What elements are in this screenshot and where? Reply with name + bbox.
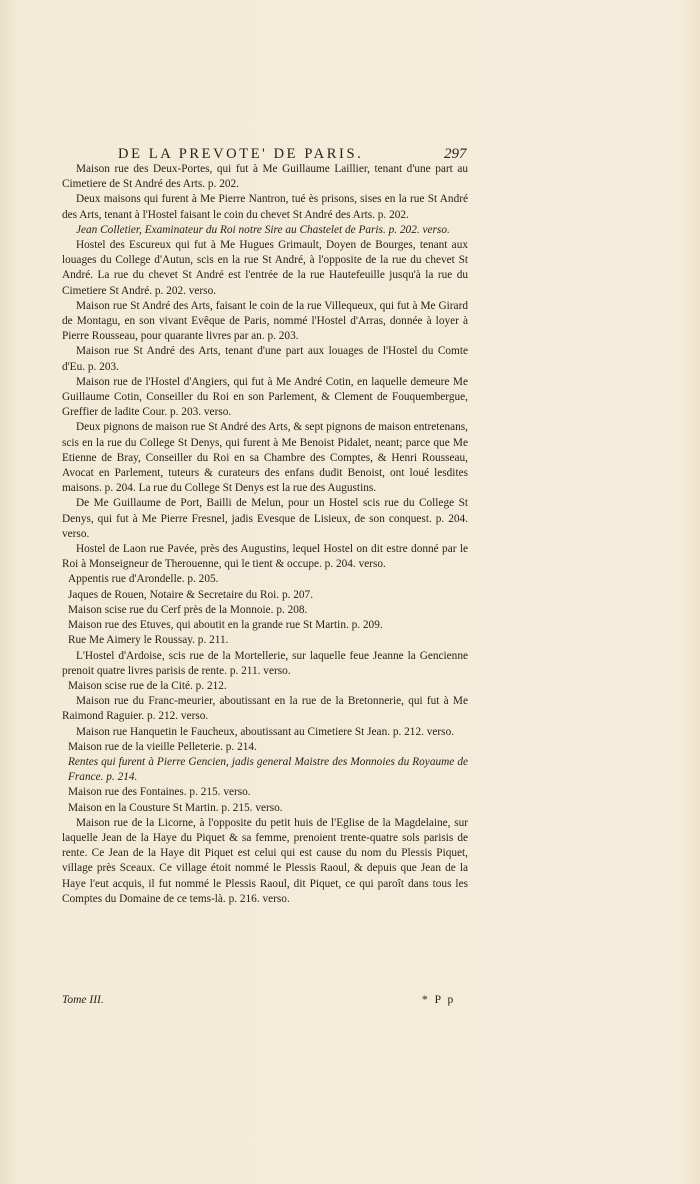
entry: Maison en la Cousture St Martin. p. 215. verso. [68, 801, 283, 814]
entry: Jaques de Rouen, Notaire & Secretaire du Roi. p. 207. [68, 588, 314, 601]
entry: Maison rue de la Licorne, à l'opposite du petit huis de l'Eglise de la Magdelaine, sur laquelle Jean de la Haye du Piquet & sa femme, prenoient trente-quatre sols parisis de rente. Ce Jean de la Haye dit Piquet est celui qui est cause du nom du Plessis Piquet, village près Sceaux. Ce village étoit nommé le Plessis Raoul, & depuis que Jean de la Haye l'eut acquis, il fut nommé le Plessis Raoul, dit Piquet, ce qui paroît dans tous les Comptes du Domaine de ce tems-là. p. 216. verso. [62, 816, 468, 905]
entry: Maison rue St André des Arts, tenant d'une part aux louages de l'Hostel du Comte d'Eu. p. 203. [62, 345, 468, 373]
entry: Deux pignons de maison rue St André des Arts, & sept pignons de maison entretenans, scis en la rue du College St Denys, qui furent à Me Benoist Pidalet, neant; parce que Me Etienne de Bray, Conseiller du Roi en sa Chambre des Comptes, & Henri Rousseau, Avocat en Parlement, tuteurs & curateurs des enfans dudit Benoist, ont loué lesdites maisons. p. 204. La rue du College St Denys est la rue des Augustins. [62, 421, 468, 495]
entry: Deux maisons qui furent à Me Pierre Nantron, tué ès prisons, sises en la rue St André des Arts, tenant à l'Hostel faisant le coin du chevet St André des Arts. p. 202. [62, 193, 468, 221]
entry: Maison rue des Etuves, qui aboutit en la grande rue St Martin. p. 209. [68, 619, 383, 632]
body-text [62, 162, 468, 907]
entry: De Me Guillaume de Port, Bailli de Melun, pour un Hostel scis rue du College St Denys, qui fut à Me Pierre Fresnel, jadis Evesque de Lisieux, de son conquest. p. 204. verso. [62, 497, 468, 540]
signature-mark: * P p [422, 994, 456, 1006]
entry: Maison rue de l'Hostel d'Angiers, qui fut à Me André Cotin, en laquelle demeure Me Guillaume Cotin, Conseiller du Roi en son Parlement, & Clement de Fouquembergue, Greffier de ladite Cour. p. 203. verso. [62, 375, 468, 419]
entry: Maison rue des Deux-Portes, qui fut à Me Guillaume Laillier, tenant d'une part au Cimetiere de St André des Arts. p. 202. [62, 163, 468, 191]
entry: Rentes qui furent à Pierre Gencien, jadis general Maistre des Monnoies du Royaume de France. p. 214. [68, 755, 468, 784]
entry: Maison rue Hanquetin le Faucheux, aboutissant au Cimetiere St Jean. p. 212. verso. [76, 725, 455, 738]
entry: Appentis rue d'Arondelle. p. 205. [68, 573, 219, 586]
entry: Maison scise rue de la Cité. p. 212. [68, 679, 227, 692]
entry: Hostel de Laon rue Pavée, près des Augustins, lequel Hostel on dit estre donné par le Roi à Monseigneur de Therouenne, qui le tient & occupe. p. 204. verso. [62, 543, 468, 571]
page-number: 297 [444, 146, 467, 162]
entry: L'Hostel d'Ardoise, scis rue de la Mortellerie, sur laquelle feue Jeanne la Gencienne prenoit quatre livres parisis de rente. p. 211. verso. [62, 649, 468, 677]
entry: Maison rue de la vieille Pelleterie. p. 214. [68, 740, 257, 753]
entry: Maison rue du Franc-meurier, aboutissant en la rue de la Bretonnerie, qui fut à Me Raimond Raguier. p. 212. verso. [62, 695, 468, 723]
entry: Maison scise rue du Cerf près de la Monnoie. p. 208. [68, 603, 308, 616]
entry: Rue Me Aimery le Roussay. p. 211. [68, 634, 229, 647]
entry: Maison rue des Fontaines. p. 215. verso. [68, 786, 251, 799]
entry: Hostel des Escureux qui fut à Me Hugues Grimault, Doyen de Bourges, tenant aux louages du College d'Autun, scis en la rue St André, à l'opposite de la rue du chevet St André. La rue du chevet St André est l'entrée de la rue Hautefeuille jusqu'à la rue du Cimetiere St André. p. 202. verso. [62, 239, 468, 297]
volume-label: Tome III. [62, 994, 104, 1006]
page-footer [62, 994, 468, 1010]
running-head: DE LA PREVOTE' DE PARIS. [118, 146, 364, 162]
entry: Jean Colletier, Examinateur du Roi notre Sire au Chastelet de Paris. p. 202. verso. [76, 223, 450, 236]
entry: Maison rue St André des Arts, faisant le coin de la rue Villequeux, qui fut à Me Girard de Montagu, en son vivant Evêque de Paris, nommé l'Hostel d'Arras, donnée à loyer à Pierre Rousseau, pour quarante livres par an. p. 203. [62, 299, 468, 343]
